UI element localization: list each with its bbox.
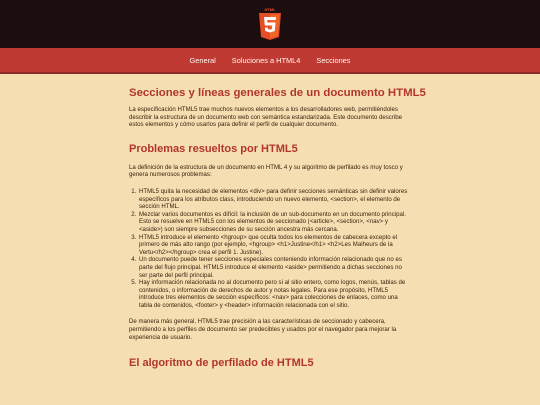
problems-outro: De manera más general, HTML5 trae precisión a las características de seccionado y cabecera, permitiendo a los perfiles de documento ser predecibles y usados por el navegador para mejorar la experiencia de usuario. (129, 318, 397, 341)
list-item: 2. Mezclar varios documentos es difícil: la inclusión de un sub-documento en un documento principal. Esto se resuelve en HTML5 con los elementos de seccionado (<article>, <section>, <nav> y <aside>) son siempre subsecciones de su sección ancestra más cercana. (138, 211, 411, 234)
list-item: 4. Un documento puede tener secciones especiales conteniendo información relacionado que no es parte del flujo principal. HTML5 introduce el elemento <aside> permitiendo a dichas secciones no ser parte del perfil principal. (138, 256, 411, 279)
nav-item-general[interactable]: General (189, 55, 216, 65)
html5-shield-icon[interactable] (257, 7, 283, 41)
main-nav (0, 48, 540, 72)
list-item: 3. HTML5 introduce el elemento <hgroup> que oculta todos los elementos de cabecera excepto el primero de más alto rango (por ejemplo, <hgroup> <h1>Justine</h1> <h2>Les Malheurs de la Vertu</h2></hgroup> crea el perfil 1. Justine). (138, 234, 411, 257)
main-content (129, 74, 426, 370)
list-item: 1. HTML5 quita la necesidad de elementos <div> para definir secciones semánticas sin definir valores específicos para los atributos class, introduciendo un nuevo elemento, <section>, el elemento de sección HTML. (138, 188, 411, 211)
problems-lead: La definición de la estructura de un documento en HTML 4 y su algoritmo de perfilado es muy tosco y genera numerosos problemas: (129, 163, 403, 179)
intro-paragraph: La especificación HTML5 trae muchos nuevos elementos a los desarrolladores web, permitiéndoles describir la estructura de un documento web con semántica estandarizada. Este documento describe estos elementos y cómo usarlos para definir el perfil de cualquier documento. (129, 106, 403, 129)
problems-list (129, 188, 411, 310)
problems-section (129, 143, 411, 341)
list-item: 5. Hay información relacionada no al documento pero si al sitio entero, como logos, menús, tablas de contenidos, o información de derechos de autor y notas legales. Para ese propósito, HTML5 introduce tres elementos de sección específicos: <nav> para colecciones de enlaces, como una tabla de contenidos, <footer> y <header> información relacionada con el sitio. (138, 279, 411, 309)
nav-item-secciones[interactable]: Secciones (316, 55, 351, 65)
logo-text: HTML (264, 7, 276, 12)
section-title-algorithm: El algoritmo de perfilado de HTML5 (129, 357, 314, 370)
site-header (0, 0, 540, 48)
section-title-problems: Problemas resueltos por HTML5 (129, 142, 298, 155)
intro-section (129, 87, 426, 129)
page-title: Secciones y líneas generales de un documento HTML5 (129, 87, 426, 99)
nav-item-soluciones[interactable]: Soluciones a HTML4 (231, 55, 301, 65)
